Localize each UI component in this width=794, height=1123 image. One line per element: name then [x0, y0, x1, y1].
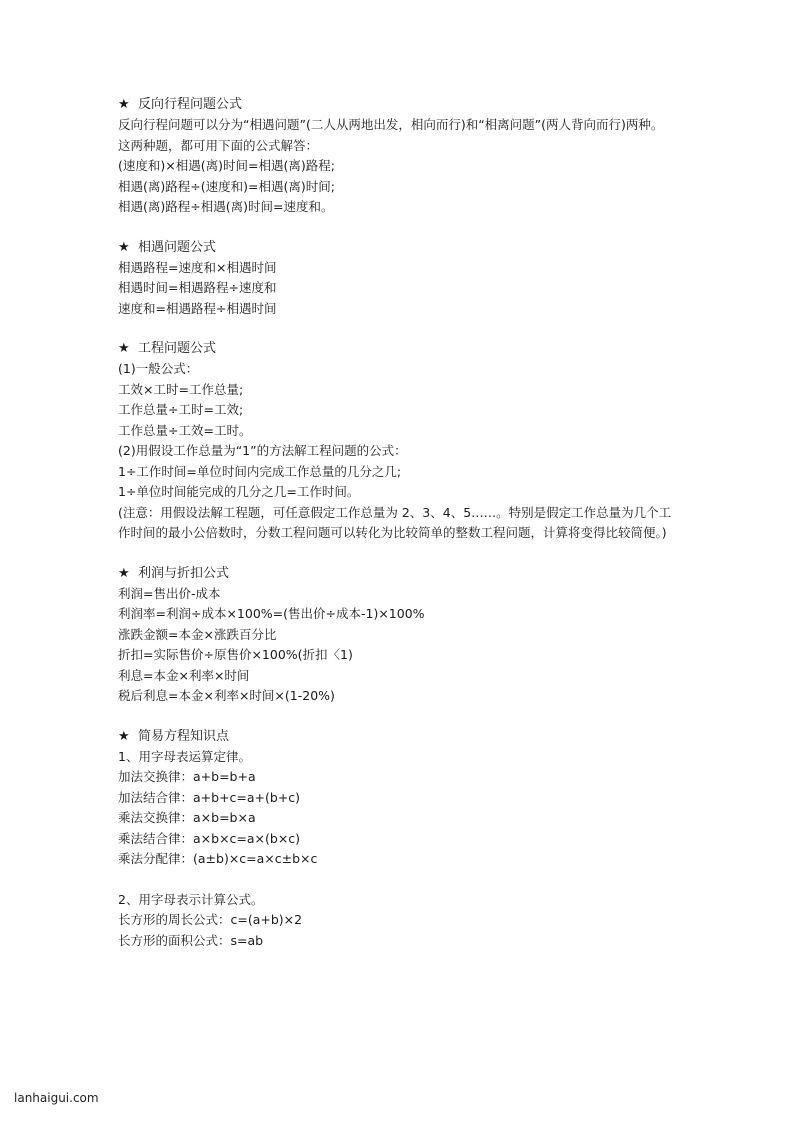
- text-line: 加法交换律：a+b=b+a: [118, 769, 256, 784]
- text-line: 利润率=利润÷成本×100%=(售出价÷成本-1)×100%: [118, 606, 425, 621]
- text-line: (速度和)×相遇(离)时间=相遇(离)路程;: [118, 158, 335, 173]
- text-line: 工效×工时=工作总量;: [118, 381, 244, 397]
- text-line: (1)一般公式：: [118, 361, 199, 376]
- section-2: [118, 339, 678, 544]
- text-line: 相遇时间=相遇路程÷速度和: [118, 280, 277, 295]
- text-line: 利润=售出价-成本: [118, 585, 221, 601]
- text-line: 折扣=实际售价÷原售价×100%(折扣〈1): [118, 647, 353, 662]
- text-line: 乘法交换律：a×b=b×a: [118, 810, 256, 825]
- text-line: 乘法分配律：(a±b)×c=a×c±b×c: [118, 851, 318, 866]
- text-line: 乘法结合律：a×b×c=a×(b×c): [118, 830, 301, 846]
- text-line: 1÷工作时间=单位时间内完成工作总量的几分之几;: [118, 463, 402, 479]
- text-line: 税后利息=本金×利率×时间×(1-20%): [118, 688, 335, 703]
- section-title: 反向行程问题公式: [138, 97, 243, 112]
- text-line: 长方形的面积公式：s=ab: [118, 932, 264, 948]
- text-line: 长方形的周长公式：c=(a+b)×2: [118, 912, 303, 927]
- text-line: (2)用假设工作总量为“1”的方法解工程问题的公式：: [118, 443, 407, 458]
- section-1: [118, 238, 678, 320]
- star-icon: ★: [118, 239, 130, 255]
- text-line: 这两种题，都可用下面的公式解答：: [118, 137, 319, 153]
- star-icon: ★: [118, 565, 130, 581]
- text-line: 利息=本金×利率×时间: [118, 667, 250, 683]
- text-line: 工作总量÷工时=工效;: [118, 402, 244, 417]
- star-icon: ★: [118, 97, 130, 112]
- text-line: 1、用字母表运算定律。: [118, 748, 251, 764]
- section-0: [118, 95, 678, 218]
- section-title: 简易方程知识点: [138, 728, 230, 744]
- section-title: 利润与折扣公式: [138, 565, 230, 581]
- site-watermark: lanhaigui.com: [14, 1091, 99, 1105]
- section-heading: [118, 727, 678, 747]
- section-5: [118, 890, 678, 952]
- star-icon: ★: [118, 341, 130, 356]
- section-3: [118, 564, 678, 707]
- text-line: 相遇(离)路程÷(速度和)=相遇(离)时间;: [118, 178, 335, 194]
- section-title: 工程问题公式: [138, 341, 217, 356]
- text-line: 2、用字母表示计算公式。: [118, 891, 264, 907]
- text-line: 1÷单位时间能完成的几分之几=工作时间。: [118, 484, 360, 499]
- section-heading: [118, 564, 678, 584]
- section-heading: [118, 339, 678, 359]
- text-line: 反向行程问题可以分为“相遇问题”(二人从两地出发，相向而行)和“相离问题”(两人背向而行)两种。: [118, 117, 664, 132]
- text-line: 相遇路程=速度和×相遇时间: [118, 259, 277, 275]
- text-line: 相遇(离)路程÷相遇(离)时间=速度和。: [118, 199, 334, 214]
- text-line: 涨跌金额=本金×涨跌百分比: [118, 626, 277, 642]
- text-line: 工作总量÷工效=工时。: [118, 422, 252, 438]
- text-line: (注意：用假设法解工程题，可任意假定工作总量为 2、3、4、5……。特别是假定工作总量为几个工作时间的最小公倍数时，分数工程问题可以转化为比较简单的整数工程问题，计算将变得比较简便。): [118, 504, 672, 540]
- section-heading: [118, 95, 678, 115]
- section-4: [118, 727, 678, 870]
- document-body: [118, 95, 678, 971]
- section-title: 相遇问题公式: [138, 239, 217, 255]
- star-icon: ★: [118, 728, 130, 744]
- text-line: 加法结合律：a+b+c=a+(b+c): [118, 789, 301, 805]
- text-line: 速度和=相遇路程÷相遇时间: [118, 300, 277, 316]
- section-heading: [118, 238, 678, 258]
